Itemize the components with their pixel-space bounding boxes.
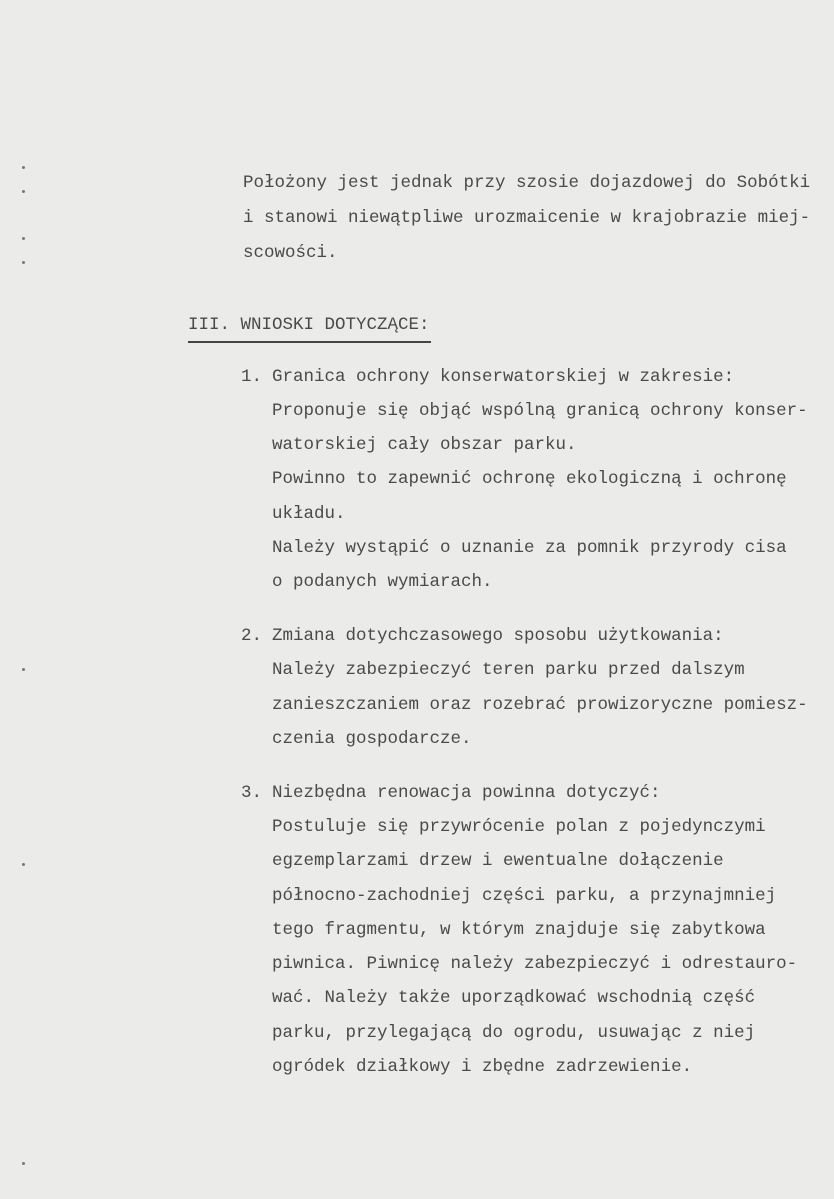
punch-mark xyxy=(22,668,25,671)
text-line: Proponuje się objąć wspólną granicą ochrony konser- xyxy=(272,401,808,421)
text-line: tego fragmentu, w którym znajduje się zabytkowa xyxy=(272,920,766,940)
text-line: scowości. xyxy=(243,243,338,263)
text-line: Postuluje się przywrócenie polan z pojedynczymi xyxy=(272,817,766,837)
text-line: watorskiej cały obszar parku. xyxy=(272,435,577,455)
punch-mark xyxy=(22,166,25,169)
text-line: północno-zachodniej części parku, a przynajmniej xyxy=(272,886,777,906)
text-line: i stanowi niewątpliwe urozmaicenie w krajobrazie miej- xyxy=(243,208,811,228)
item-number: 1. xyxy=(241,367,263,387)
text-line: Należy wystąpić o uznanie za pomnik przyrody cisa xyxy=(272,538,787,558)
item-number: 2. xyxy=(241,626,263,646)
text-line: piwnica. Piwnicę należy zabezpieczyć i odrestauro- xyxy=(272,954,798,974)
text-line: parku, przylegającą do ogrodu, usuwając z niej xyxy=(272,1023,756,1043)
section-heading: III. WNIOSKI DOTYCZĄCE: xyxy=(188,315,430,335)
item-title: Niezbędna renowacja powinna dotyczyć: xyxy=(272,783,661,803)
punch-mark xyxy=(22,190,25,193)
heading-underline xyxy=(188,341,431,343)
item-title: Zmiana dotychczasowego sposobu użytkowania: xyxy=(272,626,724,646)
punch-mark xyxy=(22,261,25,264)
item-number: 3. xyxy=(241,783,263,803)
text-line: wać. Należy także uporządkować wschodnią część xyxy=(272,988,756,1008)
text-line: ogródek działkowy i zbędne zadrzewienie. xyxy=(272,1057,693,1077)
text-line: czenia gospodarcze. xyxy=(272,729,472,749)
text-line: Należy zabezpieczyć teren parku przed dalszym xyxy=(272,660,745,680)
text-line: Położony jest jednak przy szosie dojazdowej do Sobótki xyxy=(243,173,811,193)
text-line: o podanych wymiarach. xyxy=(272,572,493,592)
punch-mark xyxy=(22,863,25,866)
text-line: zanieszczaniem oraz rozebrać prowizoryczne pomiesz- xyxy=(272,695,808,715)
item-title: Granica ochrony konserwatorskiej w zakresie: xyxy=(272,367,735,387)
text-line: Powinno to zapewnić ochronę ekologiczną i ochronę xyxy=(272,469,787,489)
text-line: układu. xyxy=(272,504,346,524)
punch-mark xyxy=(22,1162,25,1165)
text-line: egzemplarzami drzew i ewentualne dołączenie xyxy=(272,851,724,871)
punch-mark xyxy=(22,237,25,240)
